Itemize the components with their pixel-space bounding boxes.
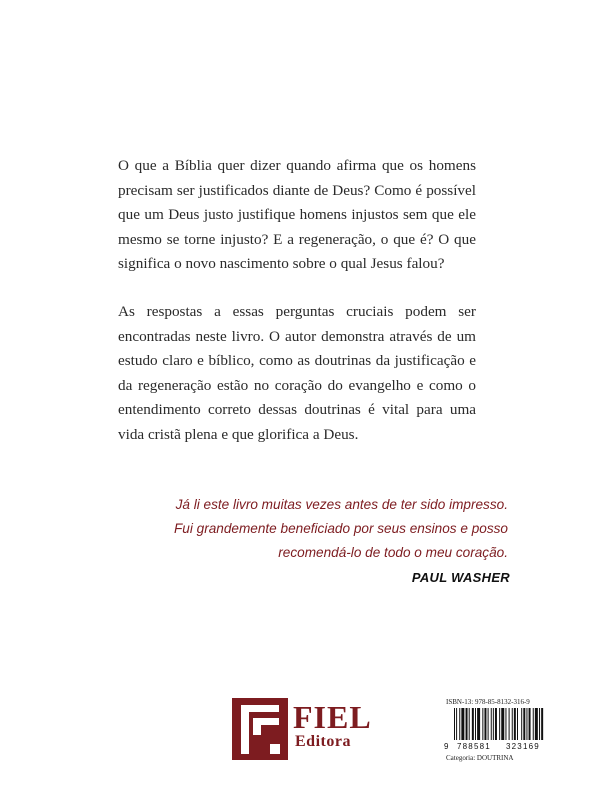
paragraph-line: entendimento correto dessas doutrinas é vital para uma xyxy=(118,401,476,418)
barcode-digit-first: 9 xyxy=(444,742,449,751)
paragraph-line: precisam ser justificados diante de Deus? Como é possível xyxy=(118,181,476,199)
endorsement-quote xyxy=(118,493,508,565)
description-paragraph-1 xyxy=(118,154,476,277)
quote-line: recomendá-lo de todo o meu coração. xyxy=(278,545,508,560)
paragraph-line: da regeneração estão no coração do evangelho e como o xyxy=(118,376,476,394)
isbn-label: ISBN-13: 978-85-8132-316-9 xyxy=(446,698,530,706)
paragraph-line: estudo claro e bíblico, como as doutrinas da justificação e xyxy=(118,352,476,369)
paragraph-line: As respostas a essas perguntas cruciais podem ser xyxy=(118,303,476,320)
paragraph-line: encontradas neste livro. O autor demonstra através de um xyxy=(118,327,476,345)
paragraph-line: mesmo se torne injusto? E a regeneração, o que é? O que xyxy=(118,230,476,248)
barcode-digits-right: 323169 xyxy=(506,742,540,751)
paragraph-line: vida cristã plena e que glorifica a Deus. xyxy=(118,425,359,443)
endorsement-author: PAUL WASHER xyxy=(411,570,510,585)
publisher-name: FIEL xyxy=(293,699,372,735)
quote-line: Já li este livro muitas vezes antes de ter sido impresso. xyxy=(175,497,508,512)
quote-line: Fui grandemente beneficiado por seus ensinos e posso xyxy=(173,521,508,536)
publisher-subtitle: Editora xyxy=(295,733,351,750)
description-paragraph-2 xyxy=(118,300,476,447)
publisher-logo xyxy=(232,698,382,760)
paragraph-line: que um Deus justo justifique homens injustos sem que ele xyxy=(118,206,476,223)
paragraph-line: significa o novo nascimento sobre o qual Jesus falou? xyxy=(118,255,445,272)
barcode-icon xyxy=(448,708,562,742)
fiel-logo-mark-icon xyxy=(232,698,288,760)
barcode-digits-left: 788581 xyxy=(457,742,491,751)
book-category: Categoria: DOUTRINA xyxy=(446,754,514,762)
paragraph-line: O que a Bíblia quer dizer quando afirma que os homens xyxy=(118,157,476,174)
isbn-block xyxy=(444,698,566,768)
